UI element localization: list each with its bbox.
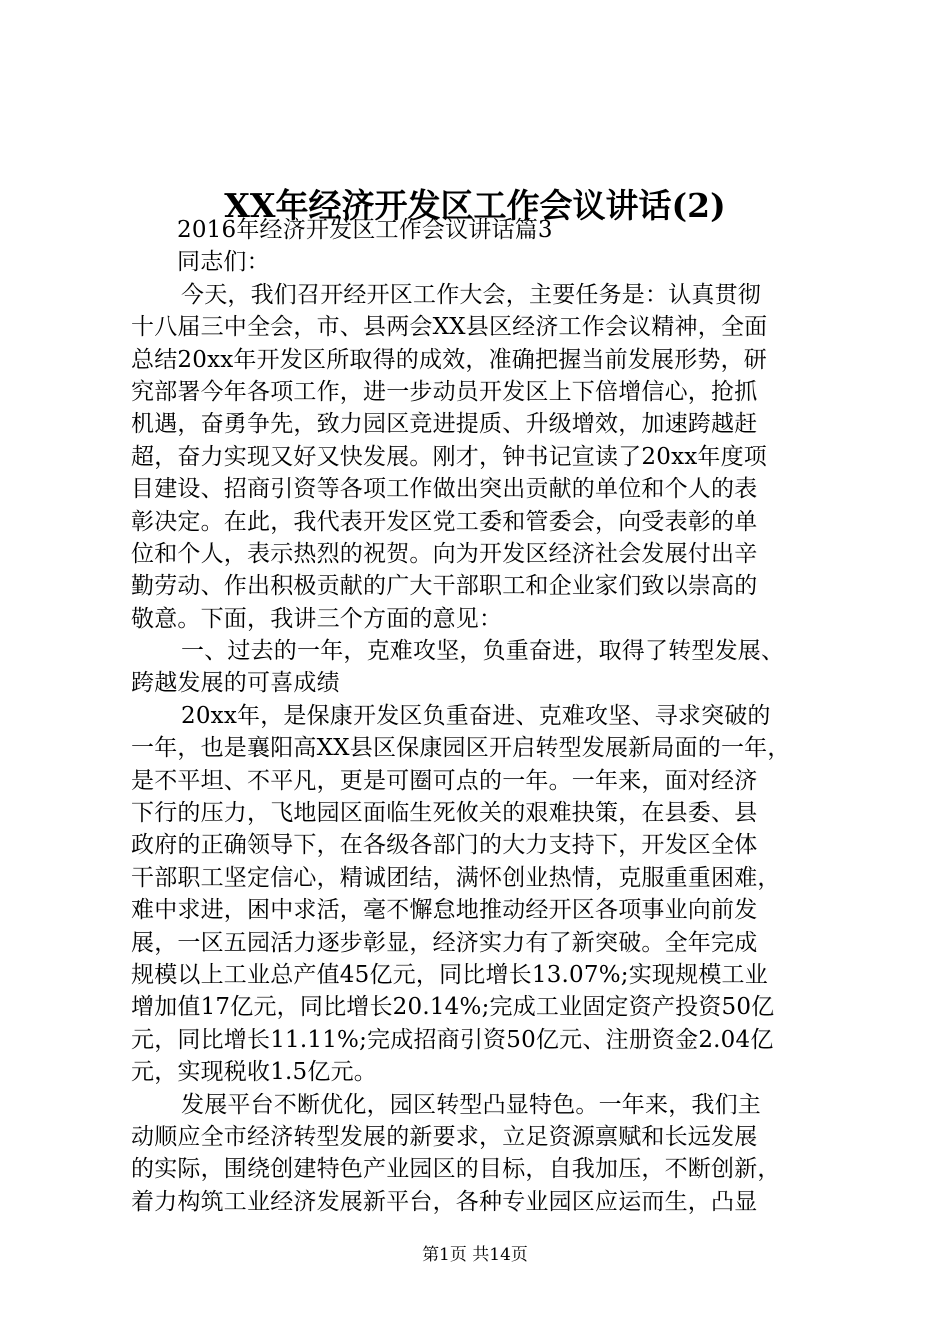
paragraph-line: 着力构筑工业经济发展新平台，各种专业园区应运而生，凸显 bbox=[131, 1188, 758, 1215]
paragraph-line: 是不平坦、不平凡，更是可圈可点的一年。一年来，面对经济 bbox=[131, 767, 758, 794]
paragraph-line: 今天，我们召开经开区工作大会，主要任务是：认真贯彻 bbox=[181, 281, 761, 308]
paragraph-line: 动顺应全市经济转型发展的新要求，立足资源禀赋和长远发展 bbox=[131, 1123, 758, 1150]
paragraph-line: 敬意。下面，我讲三个方面的意见： bbox=[131, 605, 503, 632]
subtitle-line: 2016年经济开发区工作会议讲话篇3 bbox=[177, 217, 553, 243]
paragraph-line: 位和个人，表示热烈的祝贺。向为开发区经济社会发展付出辛 bbox=[131, 540, 758, 567]
paragraph-line: 的实际，围绕创建特色产业园区的目标，自我加压，不断创新， bbox=[131, 1156, 781, 1183]
paragraph-line: 十八届三中全会，市、县两会XX县区经济工作会议精神，全面 bbox=[131, 314, 768, 341]
section-heading-line: 一、过去的一年，克难攻坚，负重奋进，取得了转型发展、 bbox=[181, 638, 785, 665]
paragraph-line: 一年，也是襄阳高XX县区保康园区开启转型发展新局面的一年， bbox=[131, 735, 791, 762]
paragraph-line: 元，同比增长11.11%;完成招商引资50亿元、注册资金2.04亿 bbox=[131, 1026, 774, 1053]
paragraph-line: 彰决定。在此，我代表开发区党工委和管委会，向受表彰的单 bbox=[131, 508, 758, 535]
paragraph-line: 展，一区五园活力逐步彰显，经济实力有了新突破。全年完成 bbox=[131, 929, 758, 956]
paragraph-line: 究部署今年各项工作，进一步动员开发区上下倍增信心，抢抓 bbox=[131, 378, 758, 405]
paragraph-line: 机遇，奋勇争先，致力园区竞进提质、升级增效，加速跨越赶 bbox=[131, 411, 758, 438]
paragraph-line: 政府的正确领导下，在各级各部门的大力支持下，开发区全体 bbox=[131, 832, 758, 859]
document-title: XX年经济开发区工作会议讲话(2) bbox=[224, 186, 726, 225]
page-number-footer: 第1页 共14页 bbox=[422, 1245, 528, 1265]
paragraph-line: 20xx年，是保康开发区负重奋进、克难攻坚、寻求突破的 bbox=[181, 702, 771, 729]
paragraph-line: 目建设、招商引资等各项工作做出突出贡献的单位和个人的表 bbox=[131, 476, 758, 503]
paragraph-line: 难中求进，困中求活，毫不懈怠地推动经开区各项事业向前发 bbox=[131, 897, 758, 924]
paragraph-line: 规模以上工业总产值45亿元，同比增长13.07%;实现规模工业 bbox=[131, 961, 768, 988]
section-heading-line: 跨越发展的可喜成绩 bbox=[131, 670, 340, 697]
document-body bbox=[131, 214, 831, 1218]
paragraph-line: 元，实现税收1.5亿元。 bbox=[131, 1059, 377, 1086]
paragraph-line: 发展平台不断优化，园区转型凸显特色。一年来，我们主 bbox=[181, 1091, 761, 1118]
paragraph-line: 增加值17亿元，同比增长20.14%;完成工业固定资产投资50亿 bbox=[131, 994, 775, 1021]
salutation-line: 同志们： bbox=[177, 249, 270, 276]
paragraph-line: 超，奋力实现又好又快发展。刚才，钟书记宣读了20xx年度项 bbox=[131, 443, 768, 470]
paragraph-line: 下行的压力，飞地园区面临生死攸关的艰难抉策，在县委、县 bbox=[131, 800, 758, 827]
paragraph-line: 总结20xx年开发区所取得的成效，准确把握当前发展形势，研 bbox=[131, 346, 768, 373]
paragraph-line: 勤劳动、作出积极贡献的广大干部职工和企业家们致以崇高的 bbox=[131, 573, 758, 600]
paragraph-line: 干部职工坚定信心，精诚团结，满怀创业热情，克服重重困难， bbox=[131, 864, 781, 891]
